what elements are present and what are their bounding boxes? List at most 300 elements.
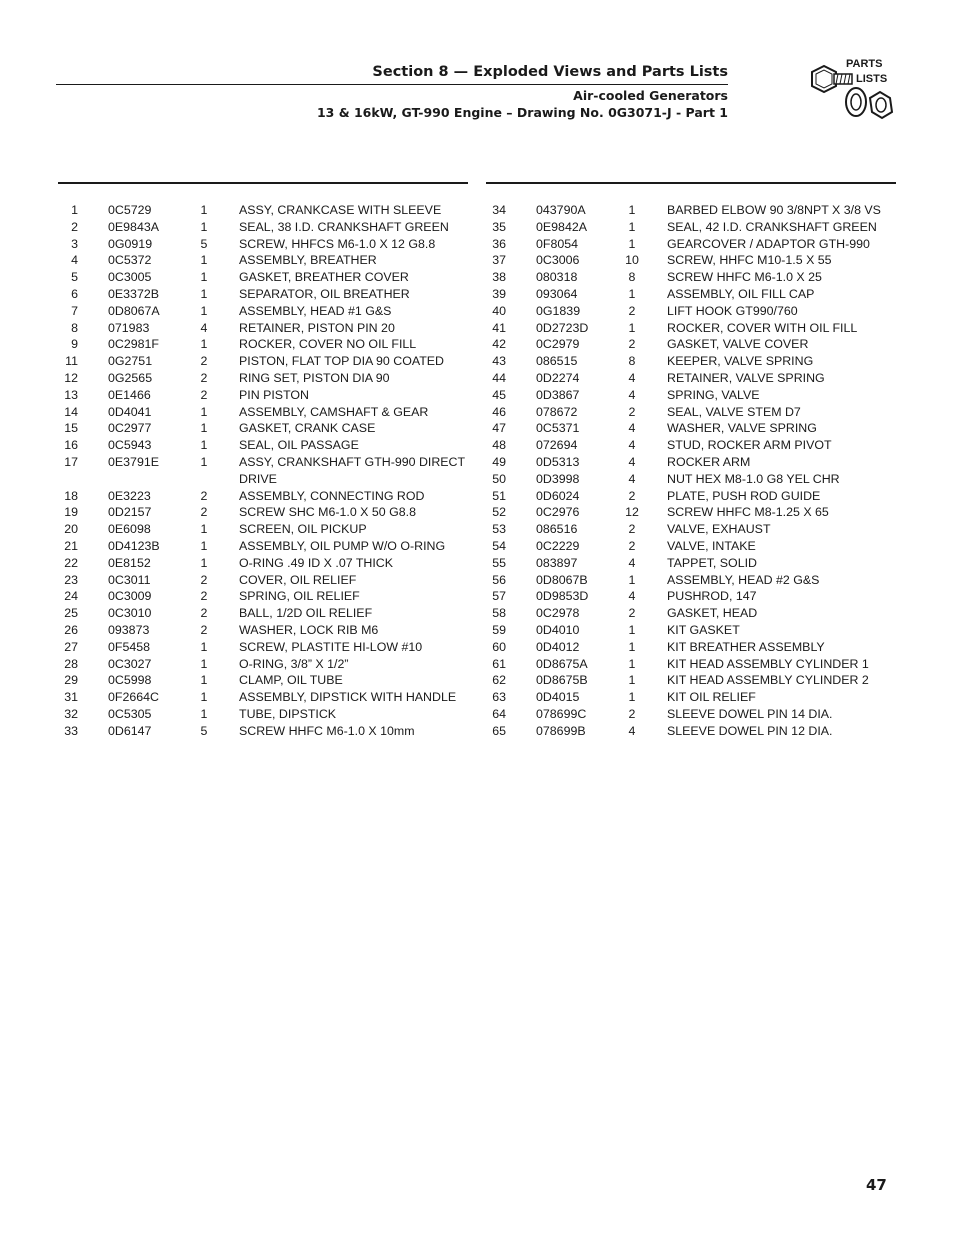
part-description: SPRING, VALVE [667,387,760,402]
item-number: 51 [492,488,506,503]
part-description: GASKET, VALVE COVER [667,337,809,352]
item-number: 52 [492,505,506,520]
quantity: 2 [628,303,636,318]
item-number: 5 [71,270,78,285]
parts-list-row [56,236,496,253]
parts-list-row [484,219,924,236]
parts-list-row [484,471,924,488]
part-description: ASSEMBLY, DIPSTICK WITH HANDLE [239,690,457,705]
quantity: 1 [200,454,208,469]
quantity: 1 [200,639,208,654]
parts-list-row [56,219,496,236]
quantity: 1 [628,639,636,654]
parts-list-row [484,639,924,656]
item-number: 21 [64,538,78,553]
parts-list-row [484,320,924,337]
quantity: 1 [200,538,208,553]
parts-list-row [484,555,924,572]
item-number: 17 [64,454,78,469]
part-description: ASSEMBLY, OIL PUMP W/O O-RING [239,538,446,553]
part-number: 043790A [536,203,586,217]
parts-lists-logo [800,54,900,134]
quantity: 1 [200,337,208,352]
part-number: 0C5729 [108,203,152,217]
parts-list-row [484,420,924,437]
item-number: 50 [492,471,506,486]
item-number: 60 [492,639,506,654]
part-description: SEAL, 42 I.D. CRANKSHAFT GREEN [667,219,877,234]
part-number: 0D8675A [536,656,588,671]
part-description: O-RING .49 ID X .07 THICK [239,555,394,570]
quantity: 1 [200,286,208,301]
part-description: SCREW, PLASTITE HI-LOW #10 [239,639,423,654]
part-description: ASSEMBLY, CAMSHAFT & GEAR [239,404,429,419]
quantity: 4 [628,471,636,486]
parts-list-row [56,488,496,505]
item-number: 24 [64,589,78,604]
part-number: 078699B [536,723,586,738]
quantity: 1 [200,438,208,453]
part-description: SEPARATOR, OIL BREATHER [239,286,410,301]
part-number: 0E3372B [108,286,159,301]
part-number: 0C3011 [108,572,151,587]
right-column-rule [486,182,896,184]
quantity: 1 [628,622,636,637]
part-description: PISTON, FLAT TOP DIA 90 COATED [239,354,444,369]
part-description: KIT HEAD ASSEMBLY CYLINDER 2 [667,673,869,688]
quantity: 2 [628,522,636,537]
item-number: 25 [64,606,78,621]
quantity: 1 [628,673,636,688]
part-description: RETAINER, PISTON PIN 20 [239,320,395,335]
part-description: WASHER, LOCK RIB M6 [239,622,379,637]
item-number: 14 [64,404,78,419]
part-description: RETAINER, VALVE SPRING [667,370,825,385]
quantity: 1 [200,270,208,285]
part-description: KIT HEAD ASSEMBLY CYLINDER 1 [667,656,869,671]
part-number: 086516 [536,522,578,537]
page-header [0,0,954,140]
item-number: 12 [64,370,78,385]
quantity: 1 [200,555,208,570]
parts-list-row [56,404,496,421]
part-number: 0D8067A [108,303,160,318]
quantity: 4 [628,387,636,402]
parts-list-row [484,572,924,589]
part-description: SCREW HHFC M6-1.0 X 25 [667,270,822,285]
part-number: 0G2565 [108,370,153,385]
part-number: 0G2751 [108,354,153,369]
quantity: 2 [628,337,636,352]
part-number: 0D9853D [536,589,589,604]
part-number: 086515 [536,354,578,369]
parts-list-row [56,672,496,689]
part-number: 0C5305 [108,706,152,721]
part-description: ASSEMBLY, HEAD #1 G&S [239,303,392,318]
part-description: ASSY, CRANKCASE WITH SLEEVE [239,203,442,217]
part-number: 0F2664C [108,690,159,705]
item-number: 58 [492,606,506,621]
item-number: 39 [492,286,506,301]
part-number: 0D2274 [536,370,580,385]
part-description: SCREW, HHFCS M6-1.0 X 12 G8.8 [239,236,436,251]
item-number: 18 [64,488,78,503]
parts-list-row [484,706,924,723]
left-column-rule [58,182,468,184]
part-number: 0D4041 [108,404,152,419]
part-description: ROCKER ARM [667,454,751,469]
part-number: 0C2978 [536,606,580,621]
part-description: CLAMP, OIL TUBE [239,673,343,688]
quantity: 1 [628,236,636,251]
parts-list-row [484,538,924,555]
quantity: 2 [628,488,636,503]
part-description: SCREW HHFC M6-1.0 X 10mm [239,723,415,738]
part-number: 0C2229 [536,538,580,553]
parts-list-row [484,723,924,740]
parts-list-row [484,454,924,471]
quantity: 2 [200,354,208,369]
parts-list-row [484,269,924,286]
item-number: 48 [492,438,506,453]
parts-list-row [56,286,496,303]
item-number: 27 [64,639,78,654]
parts-list-row [56,538,496,555]
part-number: 0C3005 [108,270,152,285]
parts-list-row [484,656,924,673]
part-number: 0D4010 [536,622,580,637]
part-number: 0C2979 [536,337,580,352]
quantity: 1 [200,303,208,318]
item-number: 40 [492,303,506,318]
parts-list-row [484,672,924,689]
part-description: GASKET, CRANK CASE [239,421,376,436]
quantity: 2 [200,505,208,520]
parts-list-right [484,202,924,740]
quantity: 1 [200,421,208,436]
part-number: 078672 [536,404,578,419]
part-description: COVER, OIL RELIEF [239,572,357,587]
parts-list-row [484,336,924,353]
part-description: ASSEMBLY, HEAD #2 G&S [667,572,820,587]
quantity: 2 [200,589,208,604]
part-number: 0C5943 [108,438,152,453]
item-number: 49 [492,454,506,469]
parts-list-row [484,605,924,622]
quantity: 4 [628,370,636,385]
logo-text-parts: PARTS [846,58,883,70]
item-number: 44 [492,370,506,385]
part-number: 0D3998 [536,471,580,486]
quantity: 1 [200,690,208,705]
part-number: 0D4123B [108,538,160,553]
part-description: SCREEN, OIL PICKUP [239,522,367,537]
parts-list-row [56,689,496,706]
quantity: 1 [200,673,208,688]
quantity: 1 [200,706,208,721]
part-description: GASKET, HEAD [667,606,758,621]
item-number: 64 [492,706,506,721]
item-number: 13 [64,387,78,402]
item-number: 22 [64,555,78,570]
item-number: 43 [492,354,506,369]
parts-list-row [56,521,496,538]
quantity: 2 [200,370,208,385]
quantity: 2 [200,488,208,503]
quantity: 4 [628,438,636,453]
quantity: 1 [628,286,636,301]
quantity: 2 [200,572,208,587]
item-number: 20 [64,522,78,537]
part-description: ASSY, CRANKSHAFT GTH-990 DIRECT DRIVE [239,454,465,486]
part-number: 0E9842A [536,219,587,234]
part-number: 0C3010 [108,606,152,621]
part-number: 0E1466 [108,387,151,402]
parts-list-row [56,723,496,740]
parts-list-row [56,639,496,656]
part-number: 071983 [108,320,150,335]
parts-list-row [56,336,496,353]
subtitle-drawing: 13 & 16kW, GT-990 Engine – Drawing No. 0G3071-J - Part 1 [316,105,728,120]
parts-list-row [56,202,496,219]
item-number: 29 [64,673,78,688]
quantity: 1 [200,656,208,671]
part-number: 0D6024 [536,488,580,503]
part-description: SEAL, 38 I.D. CRANKSHAFT GREEN [239,219,449,234]
item-number: 34 [492,203,506,217]
parts-list-row [484,252,924,269]
part-number: 0D5313 [536,454,580,469]
item-number: 36 [492,236,506,251]
item-number: 7 [71,303,78,318]
part-number: 072694 [536,438,578,453]
part-number: 0D6147 [108,723,152,738]
parts-list-row [484,286,924,303]
part-number: 0G1839 [536,303,581,318]
part-number: 0E3791E [108,454,159,469]
item-number: 15 [64,421,78,436]
part-number: 0C5371 [536,421,580,436]
parts-list-row [56,252,496,269]
part-number: 0G0919 [108,236,153,251]
item-number: 45 [492,387,506,402]
item-number: 35 [492,219,506,234]
parts-list-row [56,555,496,572]
parts-list-row [484,236,924,253]
item-number: 4 [71,253,78,268]
quantity: 4 [628,421,636,436]
part-number: 078699C [536,706,587,721]
part-description: SEAL, VALVE STEM D7 [667,404,801,419]
item-number: 47 [492,421,506,436]
logo-text-lists: LISTS [856,73,888,85]
part-number: 0C5372 [108,253,152,268]
part-number: 0E9843A [108,219,159,234]
parts-list-row [484,588,924,605]
part-number: 0E6098 [108,522,151,537]
part-description: BALL, 1/2D OIL RELIEF [239,606,373,621]
part-description: ROCKER, COVER NO OIL FILL [239,337,417,352]
parts-list-row [56,605,496,622]
quantity: 8 [628,270,636,285]
quantity: 1 [628,656,636,671]
quantity: 2 [628,706,636,721]
subtitle-product: Air-cooled Generators [573,88,728,103]
item-number: 54 [492,538,506,553]
quantity: 1 [200,253,208,268]
quantity: 4 [200,320,208,335]
part-number: 083897 [536,555,578,570]
quantity: 1 [200,219,208,234]
part-description: VALVE, EXHAUST [667,522,771,537]
item-number: 61 [492,656,506,671]
parts-list-row [484,387,924,404]
item-number: 19 [64,505,78,520]
parts-list-row [56,320,496,337]
parts-list-row [484,622,924,639]
parts-list-row [484,437,924,454]
item-number: 2 [71,219,78,234]
parts-list-row [56,387,496,404]
part-description: KIT BREATHER ASSEMBLY [667,639,825,654]
quantity: 2 [200,606,208,621]
quantity: 4 [628,454,636,469]
parts-list-row [56,706,496,723]
item-number: 41 [492,320,506,335]
part-number: 0E3223 [108,488,151,503]
item-number: 1 [71,203,78,217]
quantity: 2 [628,538,636,553]
parts-list-row [56,622,496,639]
quantity: 2 [200,387,208,402]
part-number: 0C3027 [108,656,152,671]
part-number: 0E8152 [108,555,151,570]
parts-list-left [56,202,496,740]
part-number: 080318 [536,270,578,285]
item-number: 62 [492,673,506,688]
part-description: BARBED ELBOW 90 3/8NPT X 3/8 VS [667,203,881,217]
quantity: 1 [200,522,208,537]
part-description: GEARCOVER / ADAPTOR GTH-990 [667,236,870,251]
parts-list-row [56,353,496,370]
item-number: 31 [64,690,78,705]
header-rule [56,84,728,85]
part-description: SCREW, HHFC M10-1.5 X 55 [667,253,832,268]
part-description: O-RING, 3/8” X 1/2” [239,656,349,671]
item-number: 26 [64,622,78,637]
quantity: 2 [628,606,636,621]
quantity: 1 [200,404,208,419]
quantity: 5 [200,236,208,251]
parts-list-row [484,521,924,538]
part-description: KIT GASKET [667,622,740,637]
part-number: 0C5998 [108,673,152,688]
item-number: 56 [492,572,506,587]
item-number: 53 [492,522,506,537]
parts-list-row [56,303,496,320]
part-number: 0D2157 [108,505,152,520]
part-number: 0C3006 [536,253,580,268]
parts-list-row [484,504,924,521]
parts-list-row [56,370,496,387]
part-description: ROCKER, COVER WITH OIL FILL [667,320,858,335]
part-description: SCREW SHC M6-1.0 X 50 G8.8 [239,505,416,520]
item-number: 23 [64,572,78,587]
item-number: 33 [64,723,78,738]
quantity: 8 [628,354,636,369]
part-number: 0F8054 [536,236,579,251]
item-number: 8 [71,320,78,335]
item-number: 55 [492,555,506,570]
quantity: 4 [628,723,636,738]
item-number: 63 [492,690,506,705]
parts-list-row [56,437,496,454]
item-number: 3 [71,236,78,251]
part-description: SPRING, OIL RELIEF [239,589,360,604]
parts-list-row [484,303,924,320]
parts-list-row [56,420,496,437]
parts-list-row [56,454,496,488]
parts-list-row [484,353,924,370]
parts-list-row [56,504,496,521]
page-number: 47 [866,1176,887,1194]
part-description: PIN PISTON [239,387,309,402]
item-number: 28 [64,656,78,671]
part-description: PLATE, PUSH ROD GUIDE [667,488,821,503]
item-number: 16 [64,438,78,453]
part-description: NUT HEX M8-1.0 G8 YEL CHR [667,471,840,486]
part-description: TUBE, DIPSTICK [239,706,337,721]
quantity: 1 [628,219,636,234]
part-number: 0D2723D [536,320,589,335]
part-description: KEEPER, VALVE SPRING [667,354,814,369]
quantity: 1 [200,203,208,217]
quantity: 1 [628,572,636,587]
item-number: 6 [71,286,78,301]
item-number: 59 [492,622,506,637]
part-description: SLEEVE DOWEL PIN 14 DIA. [667,706,833,721]
part-description: STUD, ROCKER ARM PIVOT [667,438,832,453]
part-description: SCREW HHFC M8-1.25 X 65 [667,505,829,520]
part-number: 0D8067B [536,572,588,587]
item-number: 38 [492,270,506,285]
parts-list-row [56,572,496,589]
part-description: VALVE, INTAKE [667,538,756,553]
parts-list-row [484,488,924,505]
part-number: 0F5458 [108,639,151,654]
parts-list-row [484,202,924,219]
part-number: 0C3009 [108,589,152,604]
item-number: 37 [492,253,506,268]
quantity: 12 [625,505,639,520]
part-description: ASSEMBLY, OIL FILL CAP [667,286,815,301]
item-number: 65 [492,723,506,738]
parts-list-row [484,404,924,421]
item-number: 11 [65,354,78,369]
parts-list-row [56,656,496,673]
part-number: 0C2981F [108,337,159,352]
part-description: ASSEMBLY, CONNECTING ROD [239,488,425,503]
item-number: 46 [492,404,506,419]
item-number: 57 [492,589,506,604]
part-description: RING SET, PISTON DIA 90 [239,370,390,385]
quantity: 10 [625,253,639,268]
part-number: 0C2976 [536,505,580,520]
part-number: 0D3867 [536,387,580,402]
parts-list-row [484,370,924,387]
quantity: 1 [628,320,636,335]
parts-list-row [484,689,924,706]
